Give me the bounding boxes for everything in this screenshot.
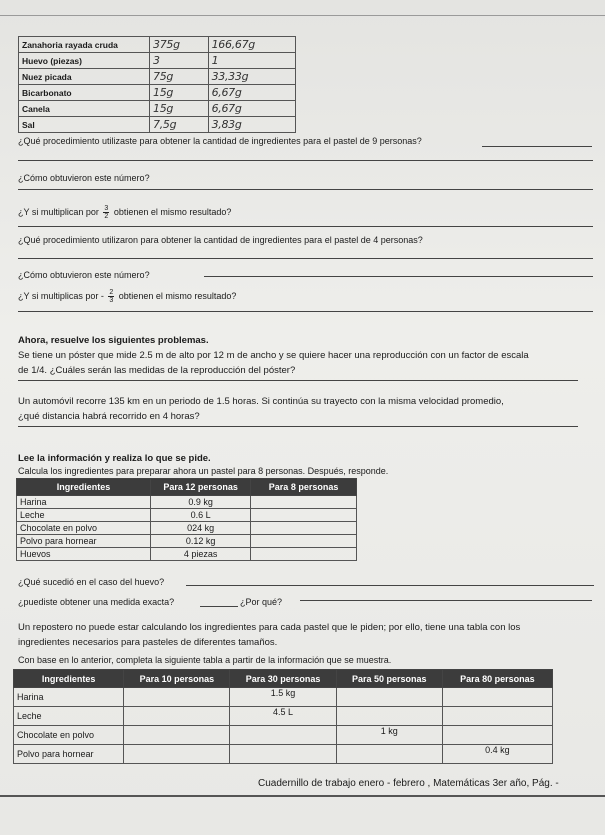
fraction-two-thirds [108, 289, 114, 304]
answer-cell[interactable] [124, 745, 230, 764]
answer-cell[interactable]: 6,67g [208, 85, 295, 101]
ingredient-cell: Canela [19, 101, 150, 117]
value-cell: 4.5 L [230, 707, 336, 726]
answer-line[interactable] [300, 600, 592, 601]
section2-heading: Lee la información y realiza lo que se pide. [18, 453, 211, 464]
answer-cell[interactable]: 375g [150, 37, 209, 53]
ingredient-cell: Chocolate en polvo [17, 522, 151, 535]
table-row [19, 53, 296, 69]
answer-cell[interactable]: 33,33g [208, 69, 295, 85]
question-procedure-4: ¿Qué procedimiento utilizaron para obtener la cantidad de ingredientes para el pastel de 4 personas? [18, 235, 423, 245]
pastel-8-table [16, 478, 357, 561]
column-header: Ingredientes [14, 670, 124, 688]
answer-line[interactable] [482, 146, 592, 147]
section3-intro-line1: Un repostero no puede estar calculando los ingredientes para cada pastel que le piden; por ello, tiene una tabla con los [18, 622, 521, 633]
answer-cell[interactable]: 7,5g [150, 117, 209, 133]
ingredient-cell: Leche [17, 509, 151, 522]
answer-cell[interactable]: 75g [150, 69, 209, 85]
value-cell: 1 kg [336, 726, 442, 745]
value-cell: 024 kg [151, 522, 251, 535]
ingredient-cell: Zanahoria rayada cruda [19, 37, 150, 53]
page-footer: Cuadernillo de trabajo enero - febrero , Matemáticas 3er año, Pág. - [258, 778, 559, 789]
table-row [19, 85, 296, 101]
baker-table [13, 669, 553, 764]
fraction-numerator: 2 [109, 289, 114, 296]
answer-line[interactable] [186, 585, 594, 586]
value-cell: 0.9 kg [151, 496, 251, 509]
answer-cell[interactable] [124, 707, 230, 726]
answer-cell[interactable]: 6,67g [208, 101, 295, 117]
section3-instruction: Con base en lo anterior, completa la siguiente tabla a partir de la información que se muestra. [18, 655, 392, 665]
answer-cell[interactable]: 166,67g [208, 37, 295, 53]
answer-cell[interactable]: 1 [208, 53, 295, 69]
answer-cell[interactable]: 15g [150, 85, 209, 101]
answer-cell[interactable] [230, 745, 336, 764]
table-row [17, 548, 357, 561]
table-row [19, 37, 296, 53]
value-cell: 0.6 L [151, 509, 251, 522]
value-cell: 4 piezas [151, 548, 251, 561]
answer-line[interactable] [204, 276, 593, 277]
answer-cell[interactable] [442, 688, 552, 707]
ingredient-cell: Nuez picada [19, 69, 150, 85]
question-multiply-3-2 [18, 205, 231, 220]
question-how-number: ¿Cómo obtuvieron este número? [18, 173, 150, 183]
answer-line[interactable] [200, 606, 238, 607]
table-row [14, 726, 553, 745]
top-divider [0, 15, 605, 16]
answer-cell[interactable] [230, 726, 336, 745]
answer-line[interactable] [18, 311, 593, 312]
footer-divider [0, 795, 605, 797]
answer-cell[interactable] [251, 509, 357, 522]
problem-poster-line2: de 1/4. ¿Cuáles serán las medidas de la reproducción del póster? [18, 365, 296, 376]
fraction-numerator: 3 [104, 205, 109, 212]
answer-cell[interactable] [336, 688, 442, 707]
question-text: ¿Y si multiplicas por - [18, 290, 104, 301]
ingredient-cell: Chocolate en polvo [14, 726, 124, 745]
question-exact-measure: ¿puediste obtener una medida exacta? [18, 597, 175, 607]
answer-line[interactable] [18, 426, 578, 427]
answer-cell[interactable]: 3,83g [208, 117, 295, 133]
answer-cell[interactable] [251, 535, 357, 548]
table-row [19, 101, 296, 117]
question-egg: ¿Qué sucedió en el caso del huevo? [18, 577, 165, 587]
column-header: Para 10 personas [124, 670, 230, 688]
question-text: ¿Y si multiplican por [18, 206, 99, 217]
table-row [14, 707, 553, 726]
problem-poster-line1: Se tiene un póster que mide 2.5 m de alto por 12 m de ancho y se quiere hacer una reproducción con un factor de escala [18, 350, 529, 361]
question-why: ¿Por qué? [240, 597, 283, 607]
ingredient-cell: Huevos [17, 548, 151, 561]
ingredient-cell: Bicarbonato [19, 85, 150, 101]
column-header: Para 12 personas [151, 479, 251, 496]
table-row [19, 117, 296, 133]
table-header-row [17, 479, 357, 496]
question-text: obtienen el mismo resultado? [113, 206, 232, 217]
answer-line[interactable] [18, 258, 593, 259]
answer-cell[interactable] [124, 726, 230, 745]
ingredient-cell: Leche [14, 707, 124, 726]
answer-line[interactable] [18, 380, 578, 381]
value-cell: 0.12 kg [151, 535, 251, 548]
table-row [17, 535, 357, 548]
fraction-denominator: 2 [104, 213, 109, 220]
answer-cell[interactable] [124, 688, 230, 707]
column-header: Para 8 personas [251, 479, 357, 496]
ingredient-cell: Harina [14, 688, 124, 707]
column-header: Para 30 personas [230, 670, 336, 688]
problem-car-line2: ¿qué distancia habrá recorrido en 4 horas? [18, 411, 200, 422]
ingredient-cell: Harina [17, 496, 151, 509]
column-header: Para 50 personas [336, 670, 442, 688]
table-header-row [14, 670, 553, 688]
ingredient-cell: Polvo para hornear [14, 745, 124, 764]
answer-cell[interactable] [442, 726, 552, 745]
question-multiply-neg-2-3 [18, 289, 236, 304]
answer-line[interactable] [18, 189, 593, 190]
answer-line[interactable] [18, 160, 593, 161]
table-row [14, 745, 553, 764]
value-cell: 0.4 kg [442, 745, 552, 764]
table-row [17, 522, 357, 535]
answer-cell[interactable] [251, 496, 357, 509]
ingredient-cell: Polvo para hornear [17, 535, 151, 548]
table-row [17, 509, 357, 522]
column-header: Ingredientes [17, 479, 151, 496]
fraction-three-halves [103, 205, 109, 220]
table-row [19, 69, 296, 85]
answer-cell[interactable] [251, 548, 357, 561]
ingredient-cell: Huevo (piezas) [19, 53, 150, 69]
question-procedure-9: ¿Qué procedimiento utilizaste para obtener la cantidad de ingredientes para el pastel de 9 personas? [18, 136, 422, 146]
section3-intro-line2: ingredientes necesarios para pasteles de diferentes tamaños. [18, 637, 278, 648]
question-how-number-2: ¿Cómo obtuvieron este número? [18, 270, 150, 280]
recipe-table [18, 36, 296, 133]
question-text: obtienen el mismo resultado? [118, 290, 237, 301]
column-header: Para 80 personas [442, 670, 552, 688]
fraction-denominator: 3 [109, 297, 114, 304]
table-row [14, 688, 553, 707]
table-row [17, 496, 357, 509]
problem-car-line1: Un automóvil recorre 135 km en un periodo de 1.5 horas. Si continúa su trayecto con la misma velocidad promedio, [18, 396, 504, 407]
value-cell: 1.5 kg [230, 688, 336, 707]
problems-heading: Ahora, resuelve los siguientes problemas. [18, 335, 209, 346]
answer-cell[interactable]: 15g [150, 101, 209, 117]
answer-cell[interactable] [251, 522, 357, 535]
answer-cell[interactable] [336, 745, 442, 764]
ingredient-cell: Sal [19, 117, 150, 133]
answer-cell[interactable]: 3 [150, 53, 209, 69]
answer-line[interactable] [18, 226, 593, 227]
answer-cell[interactable] [442, 707, 552, 726]
answer-cell[interactable] [336, 707, 442, 726]
section2-instruction: Calcula los ingredientes para preparar ahora un pastel para 8 personas. Después, responde. [18, 466, 389, 476]
